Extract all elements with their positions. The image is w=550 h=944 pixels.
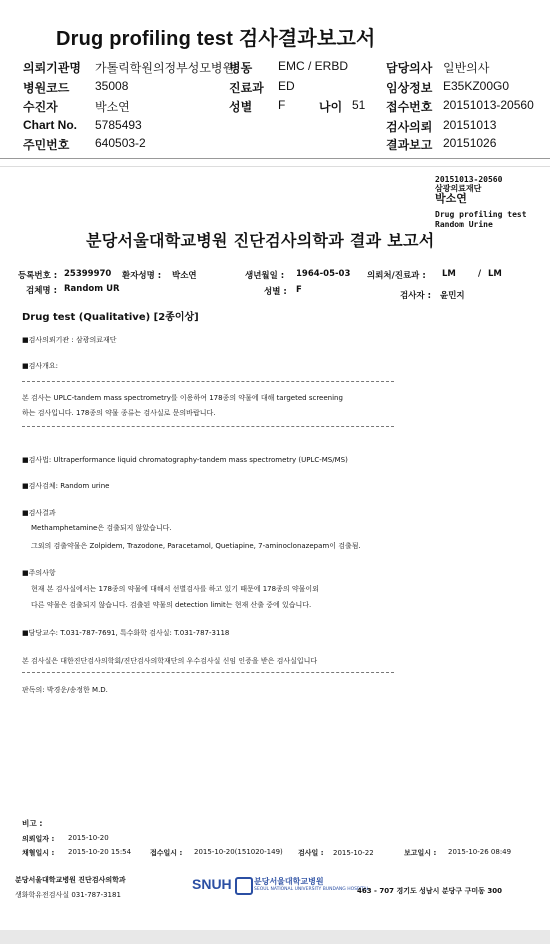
section-contact: ■담당교수: T.031-787-7691, 특수화학 검사실: T.031-787-3118 [22, 629, 230, 637]
divider [22, 381, 394, 382]
stamp-patient: 박소연 [435, 192, 467, 205]
stamp-specimen: Random Urine [435, 220, 493, 229]
note-line-1: 현재 본 검사실에서는 178종의 약물에 대해서 선별검사를 하고 있기 때문에 178종의 약물이외 [31, 585, 319, 593]
section-org: ■검사의뢰기관 : 삼광의료재단 [22, 336, 117, 344]
label-reg-no: 등록번호 : [18, 271, 58, 281]
label-doc-sex: 성별 : [264, 287, 287, 297]
logo-subtitle: SEOUL NATIONAL UNIVERSITY BUNDANG HOSPITAL [254, 887, 370, 892]
value-doctor: 일반의사 [443, 61, 490, 75]
hospital-address: 463 - 707 경기도 성남시 분당구 구미동 300 [357, 887, 502, 895]
value-doc-sex: F [296, 285, 302, 295]
value-request-day: 2015-10-20 [68, 834, 109, 842]
label-ward: 병동 [229, 61, 253, 75]
value-ward: EMC / ERBD [278, 59, 349, 73]
label-remarks: 비고 : [22, 819, 43, 828]
stamp-receipt-no: 20151013-20560 [435, 175, 503, 184]
label-patient: 수진자 [23, 100, 58, 114]
label-report-time: 보고일시 : [404, 849, 437, 857]
ward-separator: / [478, 269, 482, 279]
value-collection: 2015-10-20 15:54 [68, 848, 132, 856]
value-dept: LM [488, 269, 502, 279]
value-request-date: 20151013 [443, 118, 497, 132]
label-test-date: 검사일 : [298, 849, 324, 857]
section-overview: ■검사개요: [22, 362, 59, 370]
value-hospital-code: 35008 [95, 79, 129, 93]
document-title: 분당서울대학교병원 진단검사의학과 결과 보고서 [86, 231, 435, 250]
value-receipt-no: 20151013-20560 [443, 98, 534, 112]
section-result: ■검사결과 [22, 509, 56, 517]
footer-phone: 생화학유전검사실 031-787-3181 [15, 891, 121, 899]
logo-text: SNUH [192, 876, 232, 892]
value-chart-no: 5785493 [95, 118, 142, 132]
section-note: ■주의사항 [22, 569, 56, 577]
stamp-lab: 삼광의료재단 [435, 184, 482, 193]
value-ward: LM [442, 269, 456, 279]
page-bottom-strip [0, 930, 550, 944]
label-requester: 의뢰기관명 [23, 61, 81, 75]
label-department: 진료과 [229, 81, 264, 95]
value-department: ED [278, 79, 295, 93]
logo-mark-icon [235, 877, 253, 895]
section-method: ■검사법: Ultraperformance liquid chromatography-tandem mass spectrometry (UPLC-MS/MS) [22, 456, 348, 464]
value-requester: 가톨릭학원의정부성모병원 [95, 61, 235, 75]
value-patient-name: 박소연 [172, 271, 197, 281]
reading-doctor: 판독의: 박경운/송정한 M.D. [22, 686, 108, 694]
certification: 본 검사실은 대한진단검사의학회/진단검사의학재단의 우수검사실 신임 인증을 받은 검사실입니다 [22, 657, 318, 665]
footer-department: 분당서울대학교병원 진단검사의학과 [15, 876, 126, 884]
value-clinical-info: E35KZ00G0 [443, 79, 510, 93]
result-line-1: Methamphetamine은 검출되지 않았습니다. [31, 524, 172, 532]
overview-line-2: 하는 검사입니다. 178종의 약물 종류는 검사실로 문의바랍니다. [22, 409, 216, 417]
label-sex: 성별 [229, 100, 253, 114]
stamp-test: Drug profiling test [435, 210, 527, 219]
divider [22, 426, 394, 427]
label-receipt: 접수일시 : [150, 849, 183, 857]
value-age: 51 [352, 98, 366, 112]
label-dob: 생년월일 : [245, 271, 285, 281]
label-doctor: 담당의사 [386, 61, 433, 75]
label-patient-name: 환자성명 : [122, 271, 162, 281]
divider [22, 672, 394, 673]
value-report-date: 20151026 [443, 136, 497, 150]
test-name: Drug test (Qualitative) [2종이상] [22, 312, 199, 323]
value-reg-no: 25399970 [64, 269, 112, 279]
label-collection: 채혈일시 : [22, 849, 55, 857]
value-sex: F [278, 98, 286, 112]
label-ward-dept: 의뢰처/진료과 : [367, 271, 426, 281]
label-receipt-no: 접수번호 [386, 100, 433, 114]
label-tester: 검사자 : [400, 291, 431, 301]
result-line-2: 그외의 검출약물은 Zolpidem, Trazodone, Paracetamol, Quetiapine, 7-aminoclonazepam이 검출됨. [31, 542, 361, 550]
value-tester: 윤민지 [440, 291, 465, 301]
value-receipt: 2015-10-20(151020-149) [194, 848, 283, 856]
label-request-day: 의뢰일자 : [22, 835, 55, 843]
label-chart-no: Chart No. [23, 118, 77, 132]
label-specimen: 검체명 : [26, 286, 57, 296]
label-resident-no: 주민번호 [23, 138, 70, 152]
overview-line-1: 본 검사는 UPLC-tandem mass spectrometry를 이용하여 178종의 약물에 대해 targeted screening [22, 394, 343, 402]
value-specimen: Random UR [64, 284, 120, 294]
value-test-date: 2015-10-22 [333, 849, 374, 857]
value-dob: 1964-05-03 [296, 269, 351, 279]
report-title: Drug profiling test 검사결과보고서 [56, 28, 376, 50]
label-clinical-info: 임상정보 [386, 81, 433, 95]
section-specimen: ■검사검체: Random urine [22, 482, 110, 490]
divider [0, 158, 550, 159]
value-report-time: 2015-10-26 08:49 [448, 848, 512, 856]
label-report-date: 결과보고 [386, 138, 433, 152]
logo-hospital-name: 분당서울대학교병원 [254, 877, 324, 886]
label-request-date: 검사의뢰 [386, 120, 433, 134]
label-hospital-code: 병원코드 [23, 81, 70, 95]
value-patient: 박소연 [95, 100, 130, 114]
value-resident-no: 640503-2 [95, 136, 146, 150]
label-age: 나이 [319, 100, 343, 114]
note-line-2: 다른 약물은 검출되지 않습니다. 검출된 약물의 detection limit는 현재 산출 중에 있습니다. [31, 601, 312, 609]
